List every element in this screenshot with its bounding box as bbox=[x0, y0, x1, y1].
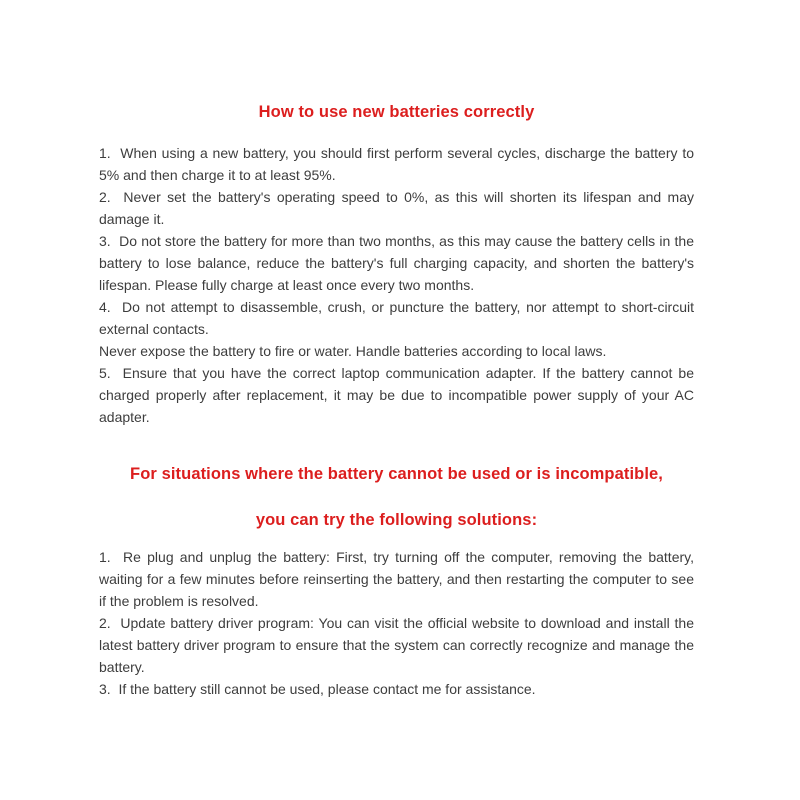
section2-title-line1: For situations where the battery cannot be used or is incompatible, bbox=[130, 465, 663, 483]
paragraph: 2. Never set the battery's operating speed to 0%, as this will shorten its lifespan and may damage it. bbox=[99, 189, 694, 227]
section1-title: How to use new batteries correctly bbox=[258, 103, 535, 121]
paragraph: 3. If the battery still cannot be used, please contact me for assistance. bbox=[99, 681, 536, 697]
paragraph: 1. Re plug and unplug the battery: First, try turning off the computer, removing the battery, waiting for a few minutes before reinserting the battery, and then restarting the computer to see if the problem is resolved. bbox=[99, 549, 694, 609]
paragraph: 2. Update battery driver program: You can visit the official website to download and install the latest battery driver program to ensure that the system can correctly recognize and manage the battery. bbox=[99, 615, 694, 675]
paragraph: 1. When using a new battery, you should first perform several cycles, discharge the battery to 5% and then charge it to at least 95%. bbox=[99, 145, 694, 183]
paragraph: 3. Do not store the battery for more than two months, as this may cause the battery cells in the battery to lose balance, reduce the battery's full charging capacity, and shorten the battery's lifespan. Please fully charge at least once every two months. bbox=[99, 233, 694, 293]
paragraph: 5. Ensure that you have the correct laptop communication adapter. If the battery cannot be charged properly after replacement, it may be due to incompatible power supply of your AC adapter. bbox=[99, 365, 694, 425]
section1-body bbox=[99, 142, 694, 428]
section2-body bbox=[99, 546, 694, 700]
paragraph: Never expose the battery to fire or water. Handle batteries according to local laws. bbox=[99, 343, 607, 359]
paragraph: 4. Do not attempt to disassemble, crush, or puncture the battery, nor attempt to short-circuit external contacts. bbox=[99, 299, 694, 337]
section2-title-line2: you can try the following solutions: bbox=[255, 511, 538, 529]
